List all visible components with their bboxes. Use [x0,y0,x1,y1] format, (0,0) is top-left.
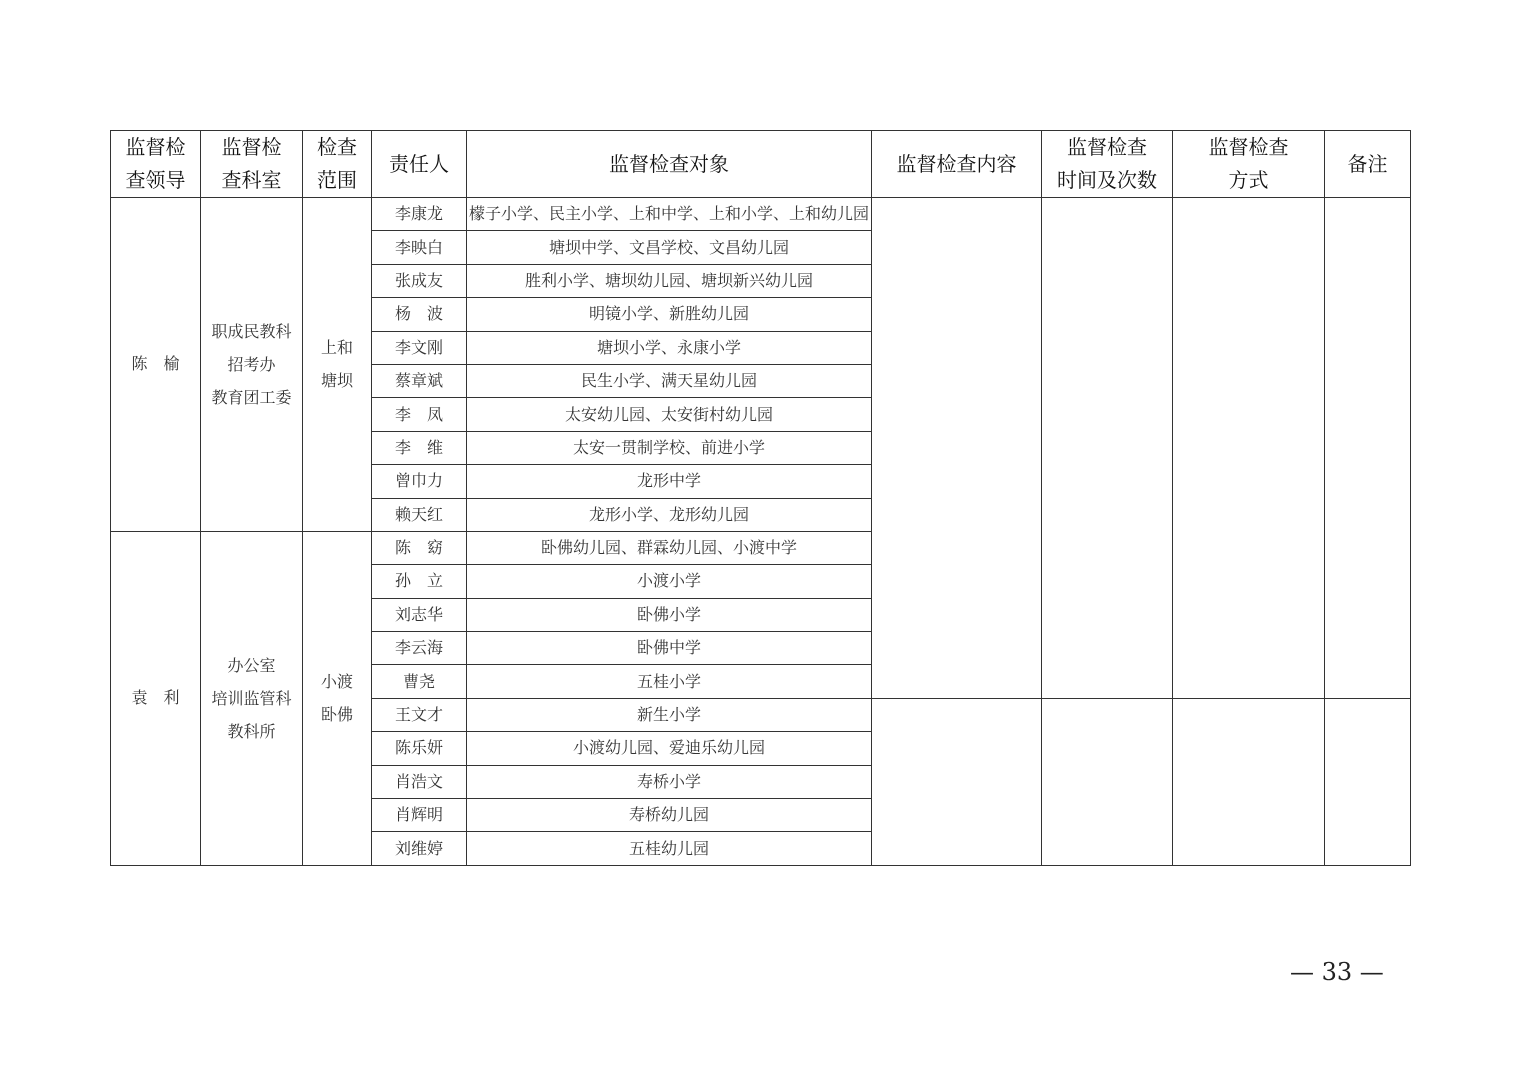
header-time: 监督检查 时间及次数 [1042,131,1173,198]
target-cell: 卧佛幼儿园、群霖幼儿园、小渡中学 [467,531,872,564]
person-cell: 李云海 [372,632,467,665]
target-cell: 新生小学 [467,698,872,731]
person-cell: 杨 波 [372,298,467,331]
target-cell: 龙形中学 [467,465,872,498]
person-cell: 刘维婷 [372,832,467,865]
target-cell: 太安一贯制学校、前进小学 [467,431,872,464]
target-cell: 小渡幼儿园、爱迪乐幼儿园 [467,732,872,765]
person-cell: 刘志华 [372,598,467,631]
person-cell: 李文刚 [372,331,467,364]
header-row [111,131,1411,198]
content-cell [872,698,1042,865]
leader-cell: 袁 利 [111,531,201,865]
time-cell [1042,698,1173,865]
target-cell: 塘坝小学、永康小学 [467,331,872,364]
person-cell: 陈乐妍 [372,732,467,765]
table-row [111,198,1411,231]
leader-cell: 陈 榆 [111,198,201,532]
scope-cell: 上和 塘坝 [303,198,372,532]
time-cell [1042,198,1173,699]
person-cell: 李映白 [372,231,467,264]
target-cell: 寿桥小学 [467,765,872,798]
target-cell: 太安幼儿园、太安街村幼儿园 [467,398,872,431]
target-cell: 檬子小学、民主小学、上和中学、上和小学、上和幼儿园 [467,198,872,231]
target-cell: 卧佛中学 [467,632,872,665]
scope-cell: 小渡 卧佛 [303,531,372,865]
method-cell [1173,698,1325,865]
header-target: 监督检查对象 [467,131,872,198]
page-number: — 33 — [1290,958,1384,986]
content-cell [872,198,1042,699]
note-cell [1325,698,1411,865]
header-content: 监督检查内容 [872,131,1042,198]
header-note: 备注 [1325,131,1411,198]
target-cell: 明镜小学、新胜幼儿园 [467,298,872,331]
person-cell: 李康龙 [372,198,467,231]
target-cell: 民生小学、满天星幼儿园 [467,364,872,397]
person-cell: 陈 窈 [372,531,467,564]
header-leader: 监督检 查领导 [111,131,201,198]
header-method: 监督检查 方式 [1173,131,1325,198]
target-cell: 卧佛小学 [467,598,872,631]
target-cell: 五桂幼儿园 [467,832,872,865]
person-cell: 王文才 [372,698,467,731]
person-cell: 赖天红 [372,498,467,531]
target-cell: 塘坝中学、文昌学校、文昌幼儿园 [467,231,872,264]
person-cell: 孙 立 [372,565,467,598]
person-cell: 肖浩文 [372,765,467,798]
target-cell: 胜利小学、塘坝幼儿园、塘坝新兴幼儿园 [467,264,872,297]
target-cell: 龙形小学、龙形幼儿园 [467,498,872,531]
person-cell: 曹尧 [372,665,467,698]
header-scope: 检查 范围 [303,131,372,198]
person-cell: 曾巾力 [372,465,467,498]
supervision-table [110,130,1411,866]
person-cell: 张成友 [372,264,467,297]
office-cell: 办公室 培训监管科 教科所 [201,531,303,865]
person-cell: 李 凤 [372,398,467,431]
header-office: 监督检 查科室 [201,131,303,198]
office-cell: 职成民教科 招考办 教育团工委 [201,198,303,532]
target-cell: 五桂小学 [467,665,872,698]
person-cell: 李 维 [372,431,467,464]
target-cell: 寿桥幼儿园 [467,799,872,832]
target-cell: 小渡小学 [467,565,872,598]
method-cell [1173,198,1325,699]
person-cell: 蔡章斌 [372,364,467,397]
header-person: 责任人 [372,131,467,198]
person-cell: 肖辉明 [372,799,467,832]
note-cell [1325,198,1411,699]
